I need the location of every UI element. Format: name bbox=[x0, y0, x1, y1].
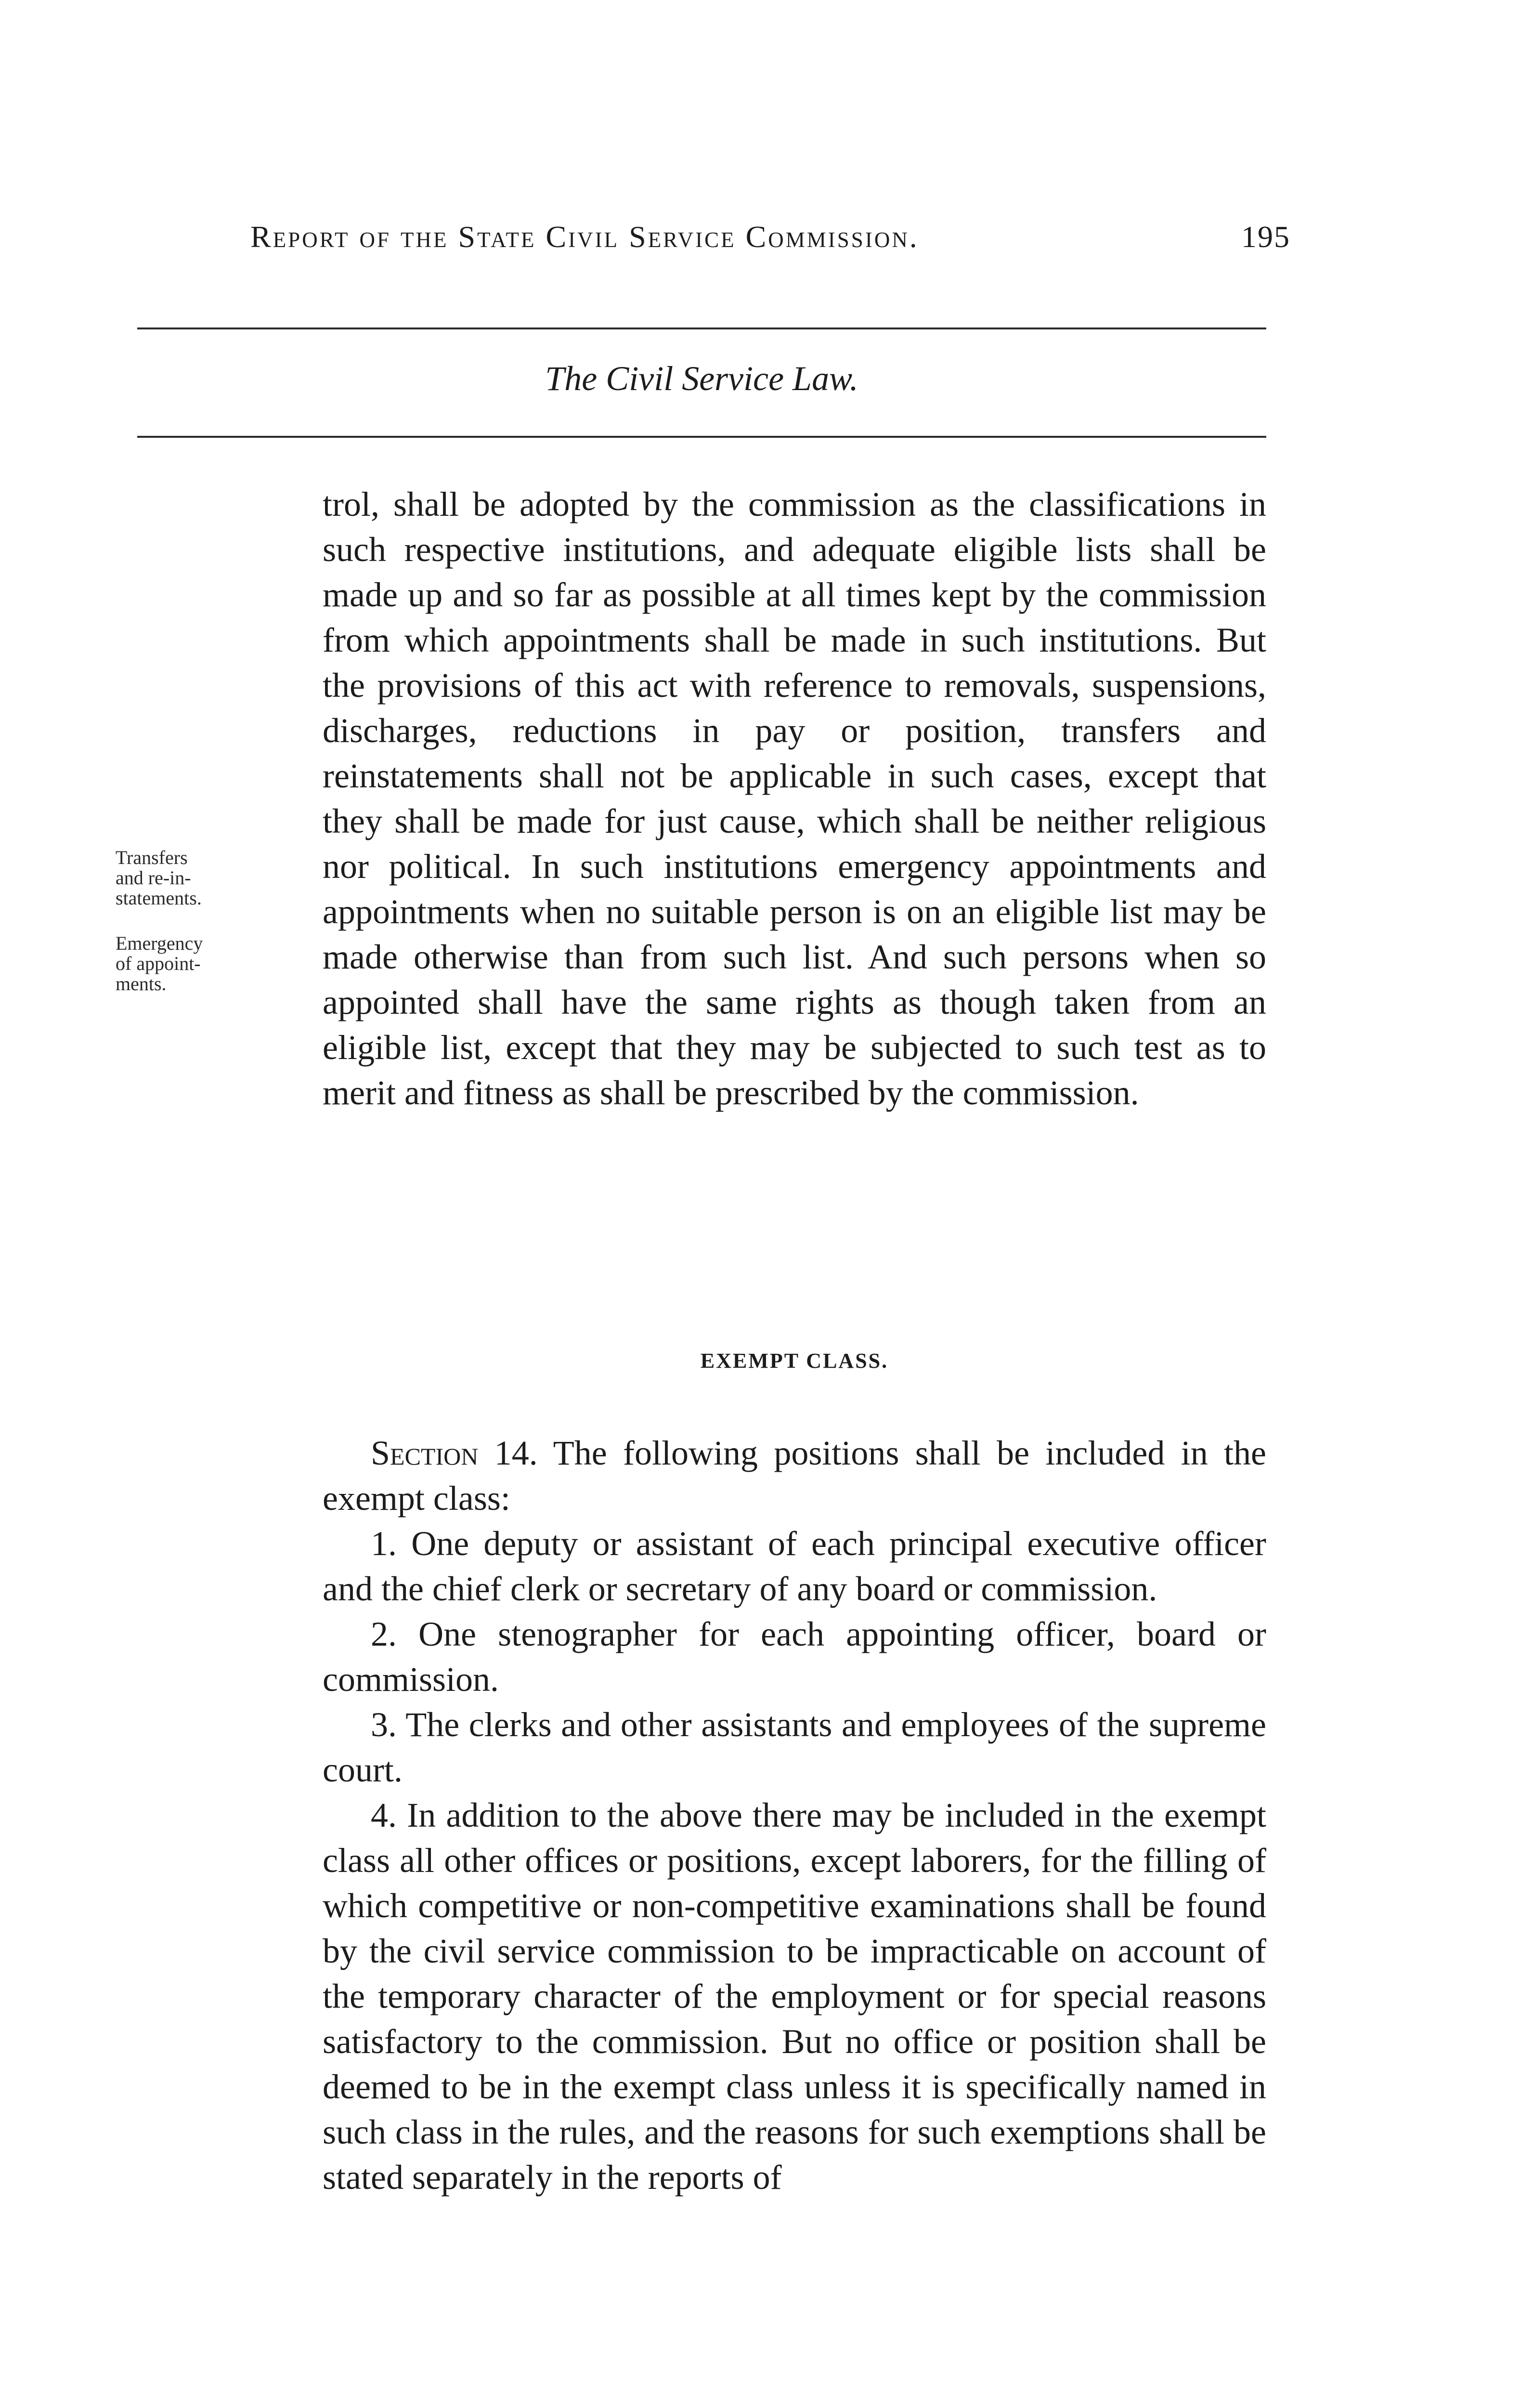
margin-note-line: statements. bbox=[116, 887, 202, 909]
section-intro-text: The following positions shall be included in the exempt class: bbox=[323, 1434, 1267, 1518]
exempt-item-2: 2. One stenographer for each appointing officer, board or commission. bbox=[323, 1615, 1266, 1699]
page-header bbox=[250, 219, 1290, 272]
margin-note-line: and re-in- bbox=[116, 867, 191, 889]
exempt-item-4: 4. In addition to the above there may be included in the exempt class all other offices or positions, except laborers, for the filling of which competitive or non-competitive examinations shall be found by the civil service commission to be impracticable on account of the temporary character of the employment or for special reasons satisfactory to the commission. But no office or position shall be deemed to be in the exempt class unless it is specifically named in such class in the rules, and the reasons for such exemptions shall be stated separately in the reports of bbox=[323, 1796, 1266, 2197]
exempt-class-heading: EXEMPT CLASS. bbox=[700, 1349, 889, 1373]
margin-note-emergency bbox=[116, 933, 308, 994]
section-label: Section 14. bbox=[371, 1434, 538, 1472]
margin-note-line: Emergency bbox=[116, 932, 203, 954]
continuation-paragraph: trol, shall be adopted by the commission as the classifications in such respective institutions, and adequate eligible lists shall be made up and so far as possible at all times kept by the commission from which appointments shall be made in such institutions. But the provisions of this act with reference to removals, suspensions, discharges, reductions in pay or position, transfers and reinstatements shall not be applicable in such cases, except that they shall be made for just cause, which shall be neither religious nor political. In such institutions emergency appointments and appointments when no suitable person is on an eligible list may be made otherwise than from such list. And such persons when so appointed shall have the same rights as though taken from an eligible list, except that they may be subjected to such test as to merit and fitness as shall be prescribed by the commission. bbox=[323, 485, 1266, 1112]
margin-note-line: ments. bbox=[116, 973, 167, 995]
section-heading: The Civil Service Law. bbox=[545, 359, 858, 398]
margin-note-transfers bbox=[116, 848, 308, 908]
margin-note-line: Transfers bbox=[116, 847, 188, 868]
section-14-intro bbox=[323, 1430, 1266, 1521]
header-rule-bottom bbox=[137, 436, 1266, 438]
exempt-section bbox=[323, 1430, 1266, 2200]
exempt-item-1: 1. One deputy or assistant of each principal executive officer and the chief clerk or secretary of any board or commission. bbox=[323, 1524, 1266, 1608]
margin-notes bbox=[116, 848, 308, 1019]
header-rule-top bbox=[137, 327, 1266, 329]
page-number: 195 bbox=[1241, 220, 1290, 254]
running-title: Report of the State Civil Service Commission. bbox=[250, 220, 919, 254]
exempt-item-3: 3. The clerks and other assistants and employees of the supreme court. bbox=[323, 1705, 1266, 1789]
body-text bbox=[323, 482, 1266, 1115]
margin-note-line: of appoint- bbox=[116, 953, 201, 974]
